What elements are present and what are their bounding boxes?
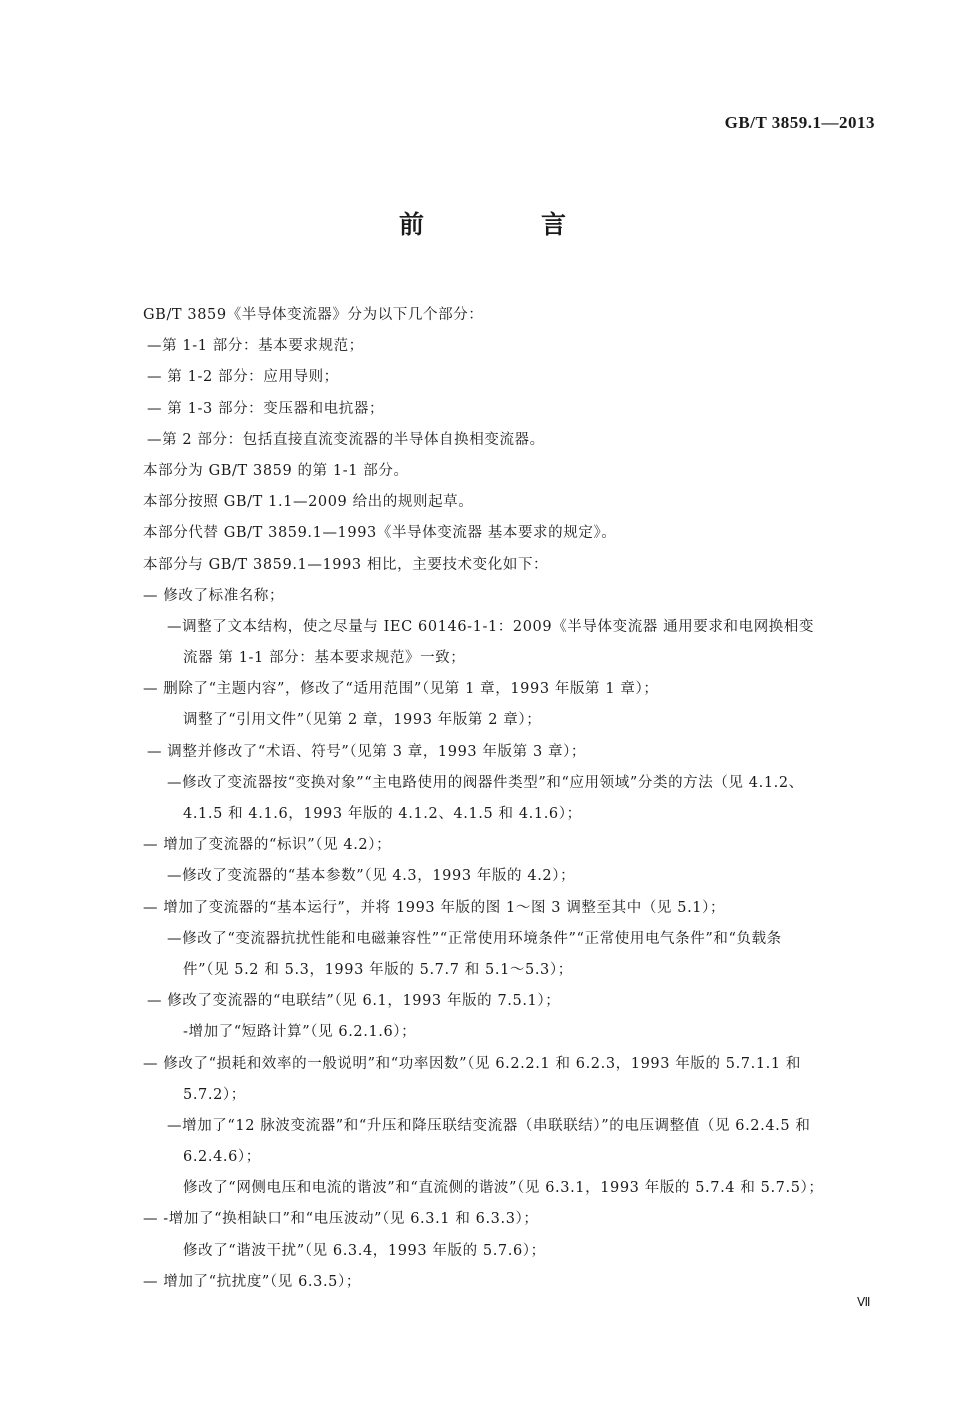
text-line: 5.7.2）； <box>183 1086 246 1103</box>
text-line: —修改了变流器的“基本参数”（见 4.3，1993 年版的 4.2）； <box>167 868 576 885</box>
text-line: 件”（见 5.2 和 5.3，1993 年版的 5.7.7 和 5.1～5.3）； <box>183 961 573 978</box>
text-line: — 增加了变流器的“标识”（见 4.2）； <box>143 837 392 854</box>
text-line: —调整了文本结构，使之尽量与 IEC 60146-1-1：2009《半导体变流器 通用要求和电网换相变 <box>167 618 815 635</box>
text-line: — 修改了变流器的“电联结”（见 6.1，1993 年版的 7.5.1）； <box>147 993 561 1010</box>
text-line: 本部分按照 GB/T 1.1—2009 给出的规则起草。 <box>143 494 474 511</box>
text-line: 本部分与 GB/T 3859.1—1993 相比，主要技术变化如下： <box>143 556 549 573</box>
body-text <box>143 300 888 1298</box>
text-line: — 修改了标准名称； <box>143 587 285 604</box>
text-line: —第 1-1 部分：基本要求规范； <box>147 338 364 355</box>
text-line: — 增加了“抗扰度”（见 6.3.5）； <box>143 1273 361 1290</box>
text-line: —修改了变流器按“变换对象”“主电路使用的阀器件类型”和“应用领域”分类的方法（见 4.1.2、 <box>167 774 804 791</box>
text-line: — 调整并修改了“术语、符号”（见第 3 章，1993 年版第 3 章）； <box>147 743 587 760</box>
page-number: Ⅶ <box>857 1295 871 1309</box>
text-line: — 修改了“损耗和效率的一般说明”和“功率因数”（见 6.2.2.1 和 6.2.3，1993 年版的 5.7.1.1 和 <box>143 1055 802 1072</box>
text-line: —第 2 部分：包括直接直流变流器的半导体自换相变流器。 <box>147 431 545 448</box>
standard-code: GB/T 3859.1—2013 <box>724 113 875 132</box>
text-line: 流器 第 1-1 部分：基本要求规范》一致； <box>183 650 466 667</box>
text-line: GB/T 3859《半导体变流器》分为以下几个部分： <box>143 307 484 323</box>
text-line: 6.2.4.6）； <box>183 1149 261 1166</box>
text-line: 本部分为 GB/T 3859 的第 1-1 部分。 <box>143 462 409 479</box>
text-line: —修改了“变流器抗扰性能和电磁兼容性”“正常使用环境条件”“正常使用电气条件”和“负载条 <box>167 930 782 947</box>
text-line: 修改了“网侧电压和电流的谐波”和“直流侧的谐波”（见 6.3.1，1993 年版的 5.7.4 和 5.7.5）； <box>183 1180 824 1197</box>
text-line: — -增加了“换相缺口”和“电压波动”（见 6.3.1 和 6.3.3）； <box>143 1211 539 1228</box>
text-line: 4.1.5 和 4.1.6，1993 年版的 4.1.2、4.1.5 和 4.1.6）； <box>183 806 582 822</box>
text-line: — 增加了变流器的“基本运行”，并将 1993 年版的图 1～图 3 调整至其中（见 5.1）； <box>143 899 726 916</box>
page-title: 前 言 <box>398 210 612 239</box>
text-line: — 删除了“主题内容”，修改了“适用范围”（见第 1 章，1993 年版第 1 章）； <box>143 681 659 698</box>
text-line: — 第 1-3 部分：变压器和电抗器； <box>147 400 385 417</box>
text-line: 调整了“引用文件”（见第 2 章，1993 年版第 2 章）； <box>183 712 542 729</box>
text-line: -增加了“短路计算”（见 6.2.1.6）； <box>183 1024 417 1041</box>
text-line: 修改了“谐波干扰”（见 6.3.4，1993 年版的 5.7.6）； <box>183 1242 546 1259</box>
text-line: —增加了“12 脉波变流器”和“升压和降压联结变流器（串联联结）”的电压调整值（见 6.2.4.5 和 <box>167 1117 811 1134</box>
text-line: — 第 1-2 部分：应用导则； <box>147 369 339 386</box>
text-line: 本部分代替 GB/T 3859.1—1993《半导体变流器 基本要求的规定》。 <box>143 525 617 542</box>
